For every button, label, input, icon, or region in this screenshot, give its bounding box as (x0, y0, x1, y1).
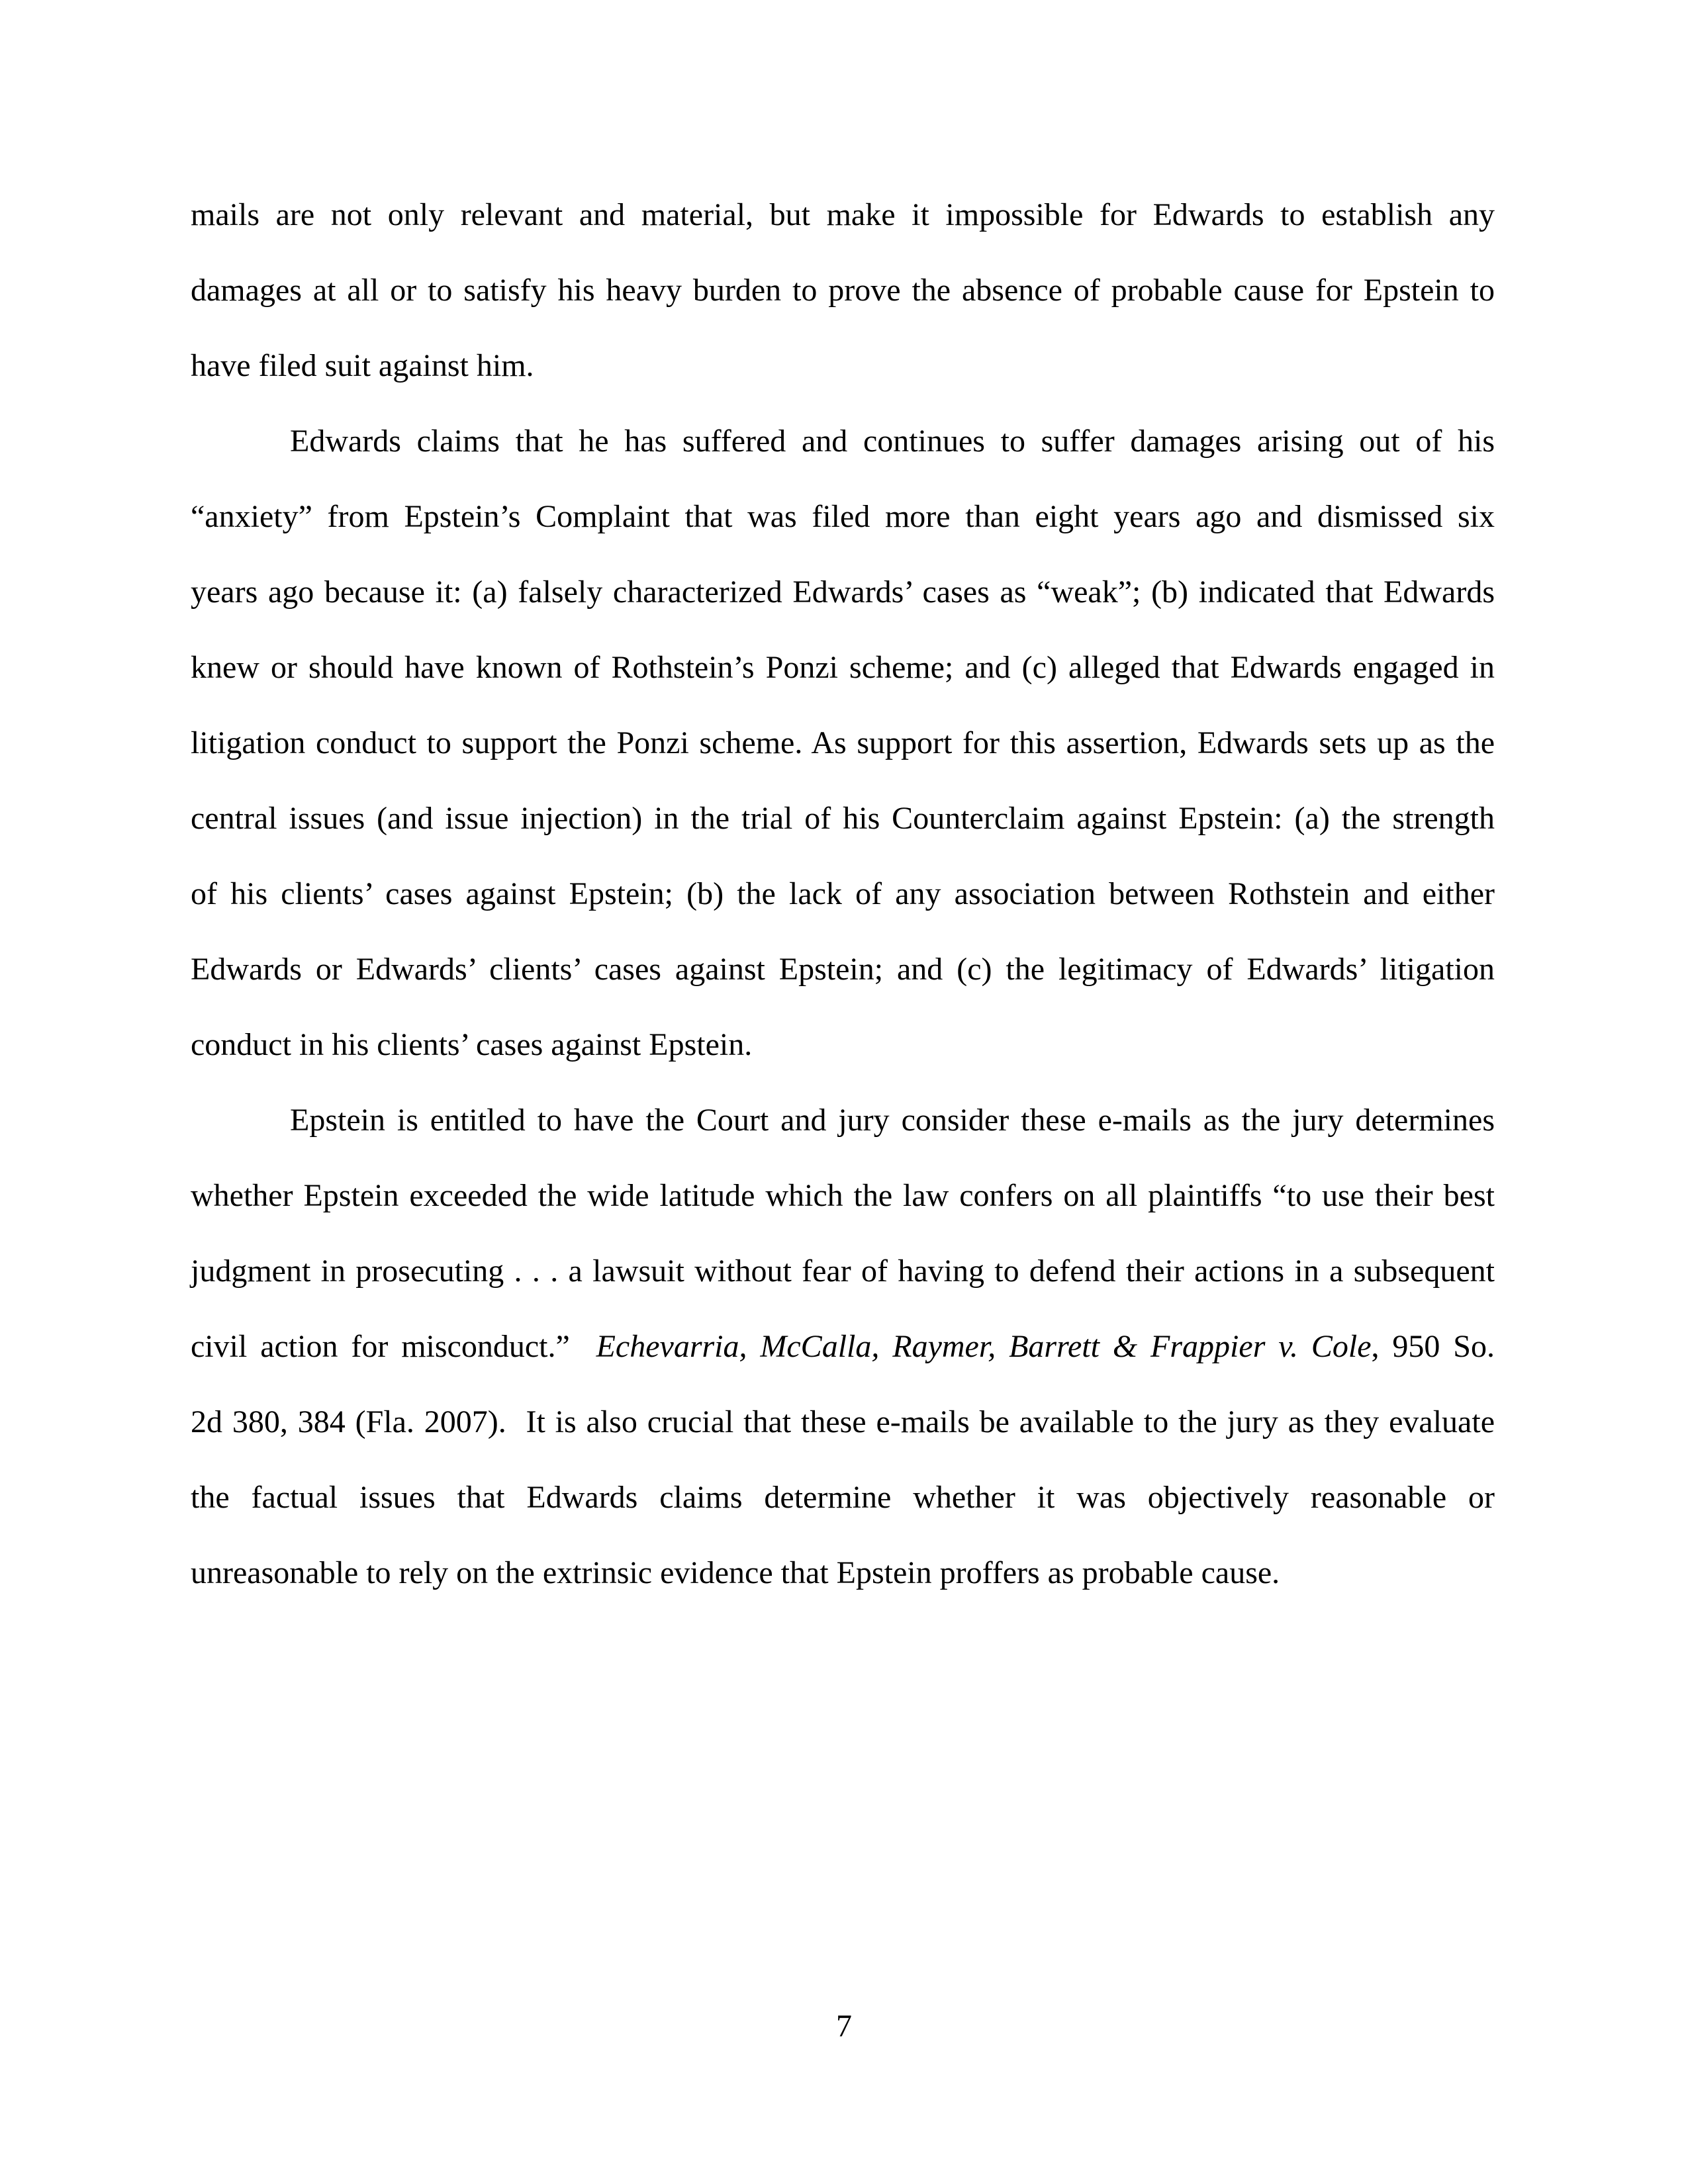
text-line (191, 555, 1495, 630)
text-line (191, 1083, 1495, 1158)
text-run: conduct in his clients’ cases against Epstein. (191, 1027, 753, 1062)
text-line (191, 1234, 1495, 1309)
text-line (191, 630, 1495, 705)
page-number: 7 (836, 2009, 852, 2044)
text-run: Epstein is entitled to have the Court and jury consider these e-mails as the jury determines (290, 1103, 1495, 1138)
text-line (191, 404, 1495, 479)
text-run: 2d 380, 384 (Fla. 2007). It is also crucial that these e-mails be available to the jury as they evaluate (191, 1404, 1495, 1439)
text-line (191, 1535, 1495, 1611)
text-run: the factual issues that Edwards claims determine whether it was objectively reasonable or (191, 1480, 1495, 1515)
text-run: unreasonable to rely on the extrinsic evidence that Epstein proffers as probable cause. (191, 1555, 1280, 1590)
text-run: have filed suit against him. (191, 348, 534, 383)
text-line (191, 479, 1495, 555)
text-line (191, 1385, 1495, 1460)
text-line (191, 705, 1495, 781)
text-line (191, 177, 1495, 253)
text-run: of his clients’ cases against Epstein; (b) the lack of any association between Rothstein and either (191, 876, 1495, 911)
text-line (191, 1309, 1495, 1385)
text-run: “anxiety” from Epstein’s Complaint that was filed more than eight years ago and dismissed six (191, 499, 1495, 534)
text-line (191, 253, 1495, 328)
text-run: Edwards claims that he has suffered and continues to suffer damages arising out of his (290, 424, 1495, 459)
text-run: litigation conduct to support the Ponzi scheme. As support for this assertion, Edwards sets up as the (191, 725, 1495, 760)
text-run: Edwards or Edwards’ clients’ cases against Epstein; and (c) the legitimacy of Edwards’ litigation (191, 952, 1495, 987)
text-run: judgment in prosecuting . . . a lawsuit without fear of having to defend their actions in a subsequent (191, 1253, 1495, 1289)
case-citation-italic: Echevarria, McCalla, Raymer, Barrett & Frappier v. Cole (596, 1329, 1372, 1364)
text-run: , 950 So. (1371, 1329, 1495, 1364)
text-line (191, 1158, 1495, 1234)
text-run: mails are not only relevant and material, but make it impossible for Edwards to establish any (191, 197, 1495, 232)
text-line (191, 856, 1495, 932)
text-line (191, 932, 1495, 1007)
text-run: whether Epstein exceeded the wide latitude which the law confers on all plaintiffs “to use their best (191, 1178, 1495, 1213)
text-line (191, 1460, 1495, 1535)
text-run: central issues (and issue injection) in the trial of his Counterclaim against Epstein: (a) the strength (191, 801, 1495, 836)
text-line (191, 781, 1495, 856)
text-run: civil action for misconduct.” (191, 1329, 596, 1364)
text-run: knew or should have known of Rothstein’s Ponzi scheme; and (c) alleged that Edwards engaged in (191, 650, 1495, 685)
text-run: damages at all or to satisfy his heavy burden to prove the absence of probable cause for Epstein to (191, 273, 1495, 308)
text-line (191, 328, 1495, 404)
document-body (191, 177, 1495, 1611)
text-run: years ago because it: (a) falsely characterized Edwards’ cases as “weak”; (b) indicated that Edwards (191, 574, 1495, 610)
text-line (191, 1007, 1495, 1083)
